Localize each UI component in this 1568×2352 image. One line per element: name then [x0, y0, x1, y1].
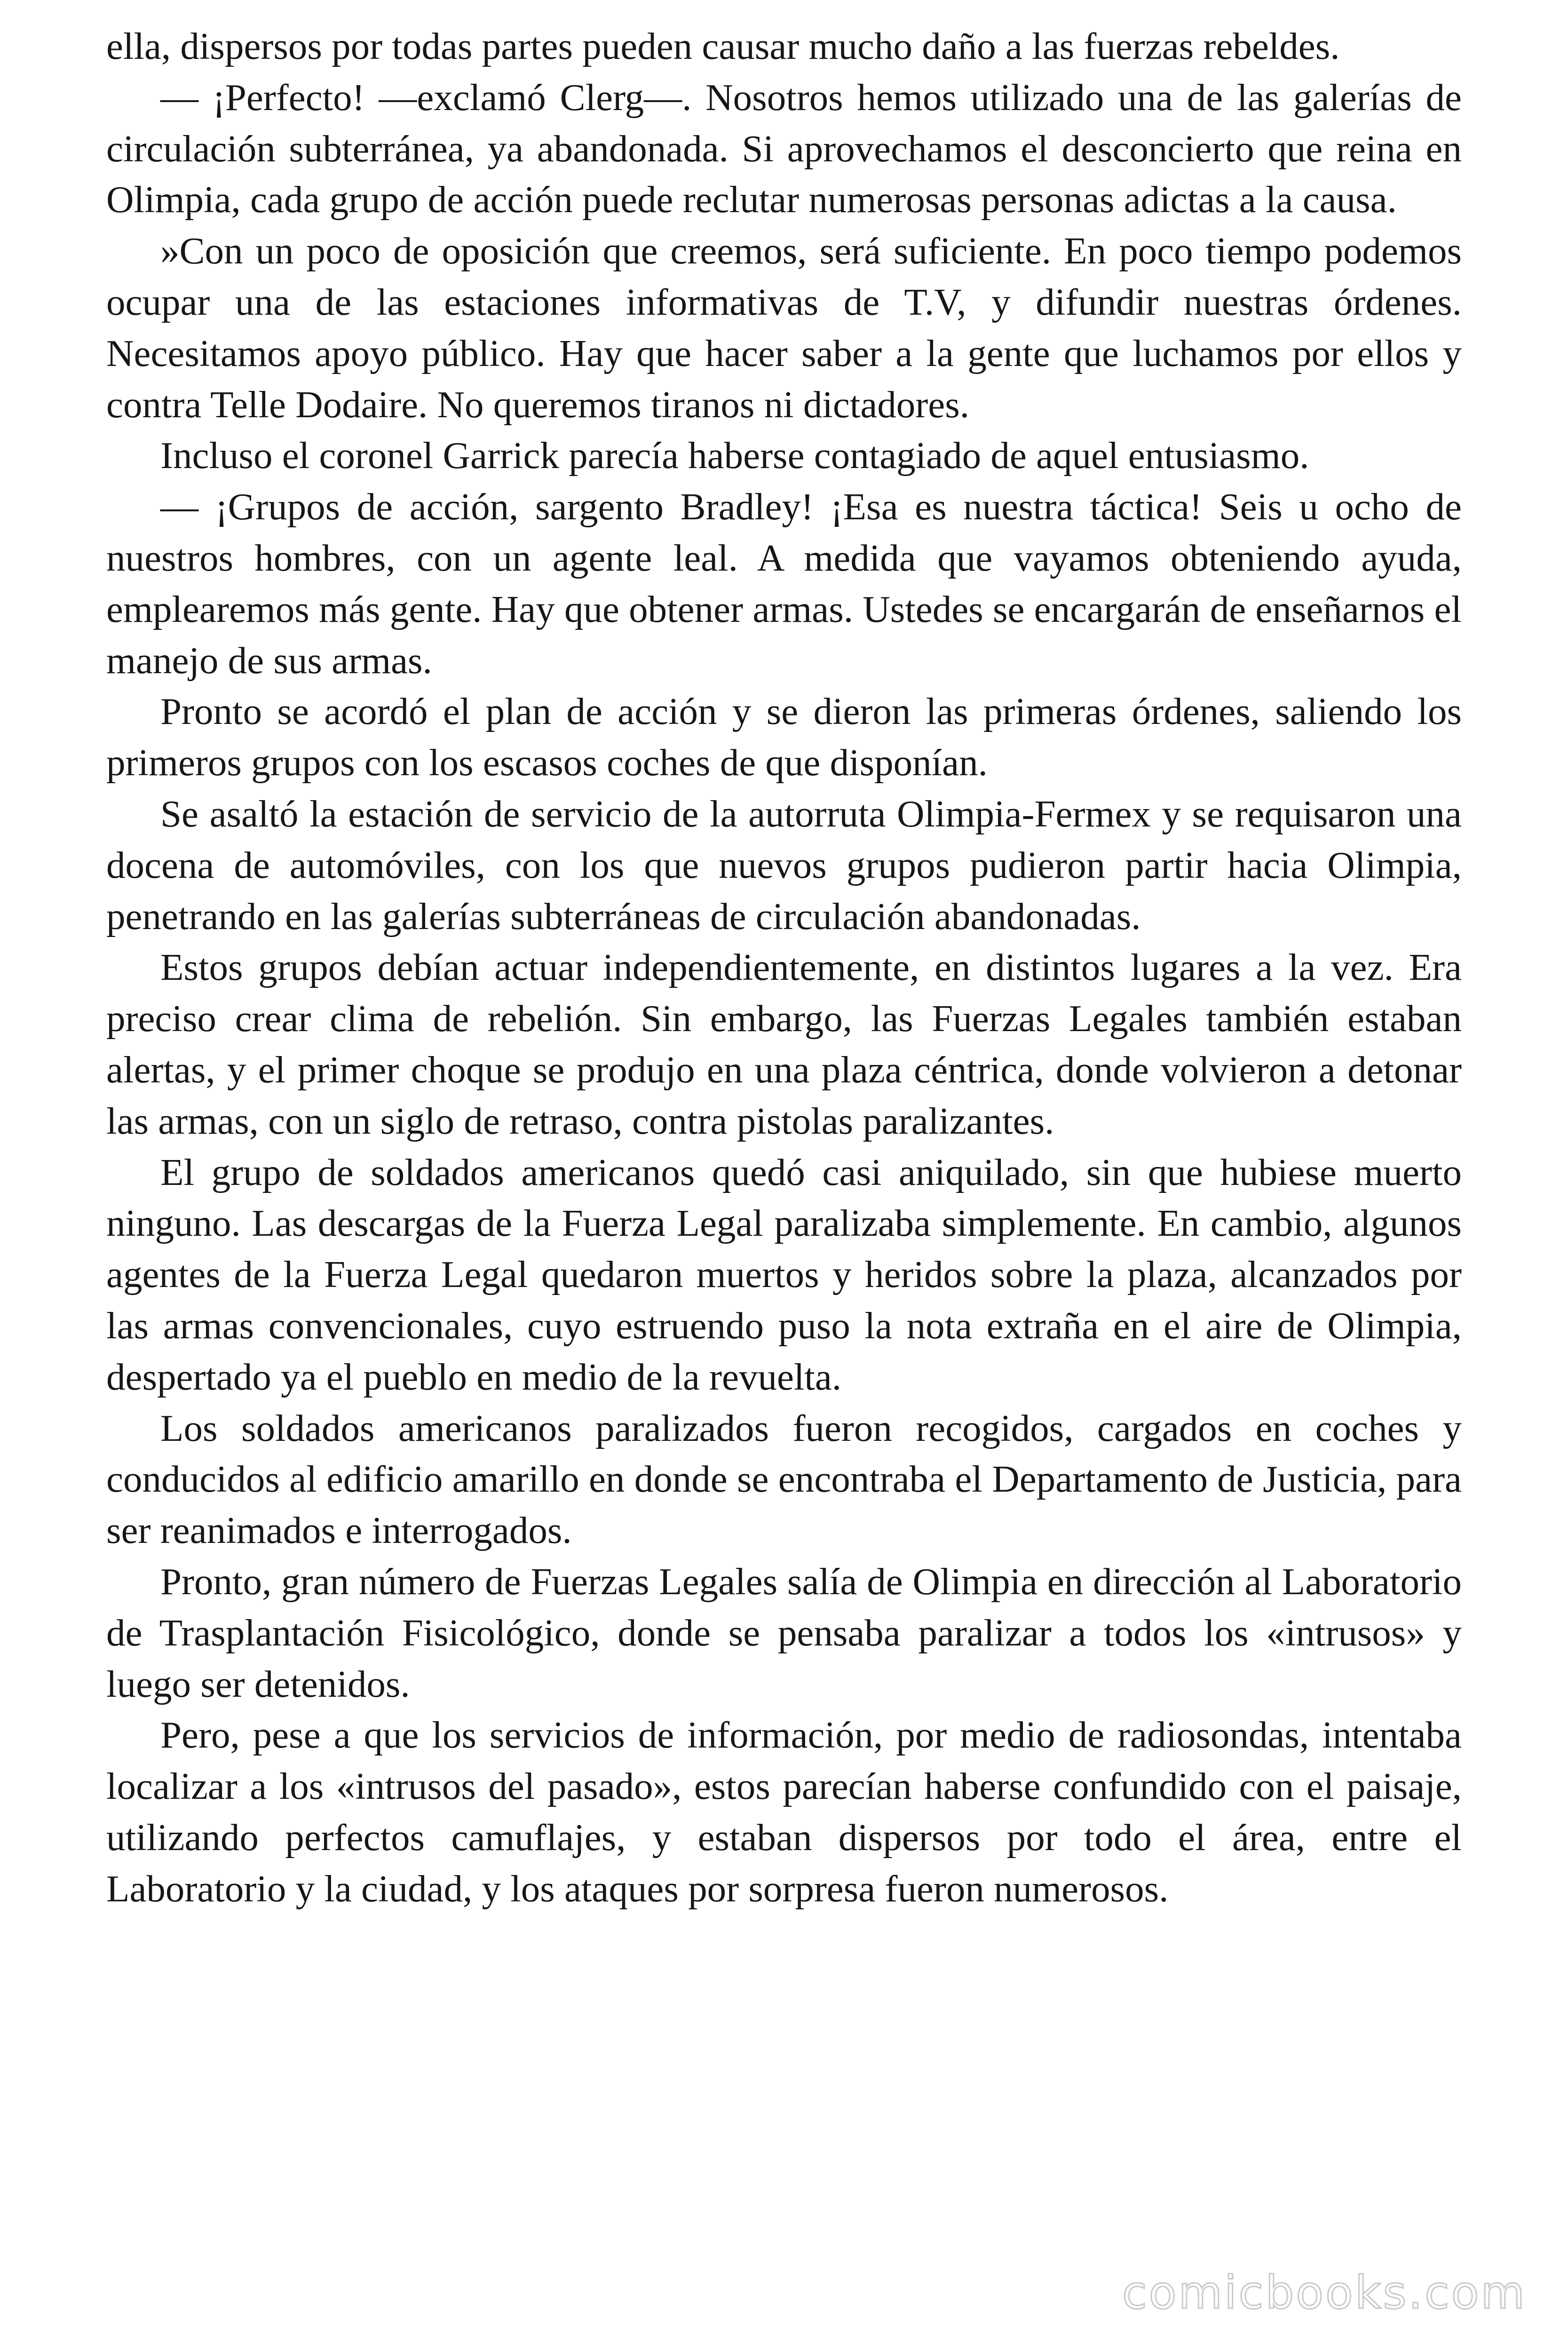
- book-page-text: [106, 21, 1462, 1914]
- paragraph-soldados-aniquilado: El grupo de soldados americanos quedó casi aniquilado, sin que hubiese muerto ninguno. Las descargas de la Fuerza Legal paralizaba simplemente. En cambio, algunos agentes de la Fuerza Legal quedaron muertos y heridos sobre la plaza, alcanzados por las armas convencionales, cuyo estruendo puso la nota extraña en el aire de Olimpia, despertado ya el pueblo en medio de la revuelta.: [106, 1151, 1462, 1398]
- paragraph-fuerzas-legales: Pronto, gran número de Fuerzas Legales salía de Olimpia en dirección al Laboratorio de Trasplantación Fisicológico, donde se pensaba paralizar a todos los «intrusos» y luego ser detenidos.: [106, 1560, 1462, 1705]
- paragraph-grupos-de-accion: — ¡Grupos de acción, sargento Bradley! ¡Esa es nuestra táctica! Seis u ocho de nuestros hombres, con un agente leal. A medida que vayamos obteniendo ayuda, emplearemos más gente. Hay que obtener armas. Ustedes se encargarán de enseñarnos el manejo de sus armas.: [106, 485, 1462, 682]
- paragraph-independientes: Estos grupos debían actuar independientemente, en distintos lugares a la vez. Era preciso crear clima de rebelión. Sin embargo, las Fuerzas Legales también estaban alertas, y el primer choque se produjo en una plaza céntrica, donde volvieron a detonar las armas, con un siglo de retraso, contra pistolas paralizantes.: [106, 946, 1462, 1142]
- paragraph-plan-de-accion: Pronto se acordó el plan de acción y se dieron las primeras órdenes, saliendo los primeros grupos con los escasos coches de que disponían.: [106, 690, 1462, 784]
- paragraph-continuation: ella, dispersos por todas partes pueden causar mucho daño a las fuerzas rebeldes.: [106, 25, 1340, 67]
- paragraph-radiosondas: Pero, pese a que los servicios de información, por medio de radiosondas, intentaba localizar a los «intrusos del pasado», estos parecían haberse confundido con el paisaje, utilizando perfectos camuflajes, y estaban dispersos por todo el área, entre el Laboratorio y la ciudad, y los ataques por sorpresa fueron numerosos.: [106, 1714, 1462, 1910]
- paragraph-paralizados: Los soldados americanos paralizados fueron recogidos, cargados en coches y conducidos al edificio amarillo en donde se encontraba el Departamento de Justicia, para ser reanimados e interrogados.: [106, 1406, 1462, 1552]
- paragraph-estacion-servicio: Se asaltó la estación de servicio de la autorruta Olimpia-Fermex y se requisaron una docena de automóviles, con los que nuevos grupos pudieron partir hacia Olimpia, penetrando en las galerías subterráneas de circulación abandonadas.: [106, 792, 1462, 938]
- watermark: comicbooks.com: [1122, 2266, 1527, 2319]
- paragraph-oposicion: »Con un poco de oposición que creemos, será suficiente. En poco tiempo podemos ocupar una de las estaciones informativas de T.V, y difundir nuestras órdenes. Necesitamos apoyo público. Hay que hacer saber a la gente que luchamos por ellos y contra Telle Dodaire. No queremos tiranos ni dictadores.: [106, 230, 1462, 426]
- paragraph-garrick: Incluso el coronel Garrick parecía haberse contagiado de aquel entusiasmo.: [160, 434, 1309, 477]
- paragraph-clerg-dialogue: — ¡Perfecto! —exclamó Clerg—. Nosotros hemos utilizado una de las galerías de circulación subterránea, ya abandonada. Si aprovechamos el desconcierto que reina en Olimpia, cada grupo de acción puede reclutar numerosas personas adictas a la causa.: [106, 76, 1462, 221]
